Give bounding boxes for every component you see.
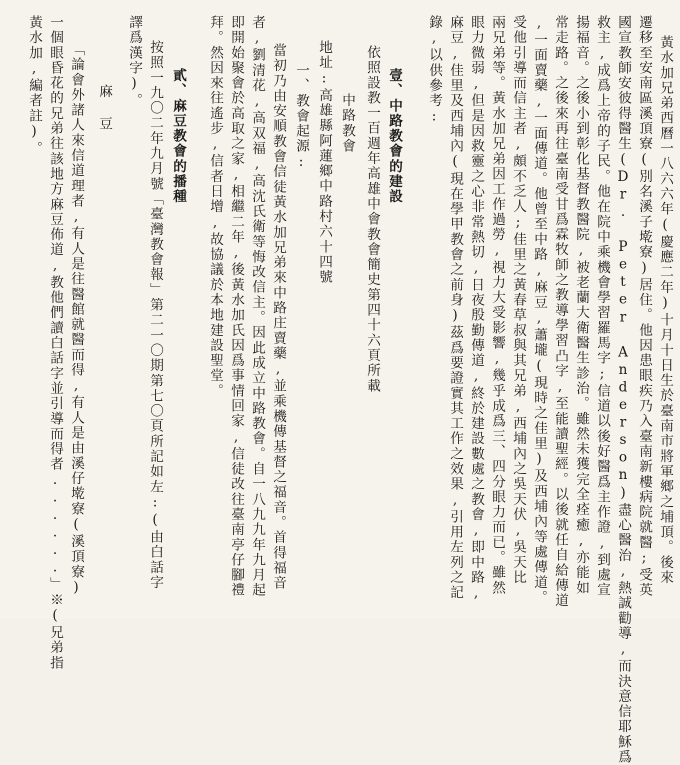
text-column: 救主,成爲上帝的子民。他在院中乘機會學習羅馬字;信道以後好醫爲主作證,到處宣 [594,15,610,598]
text-column: 依照設教一百週年高雄中會教會簡史第四十六頁所載 [364,45,380,394]
section-heading: 貳、麻豆教會的播種 [170,68,186,205]
text-column: 眼力微弱,但是因救靈之心非常熱切,日夜殷勤傳道,終於建設數處之教會,即中路, [468,15,484,603]
text-column: 麻 豆 [96,84,112,132]
text-column: 錄,以供參考: [426,15,442,126]
text-column: ,一面賣藥,一面傳道。他曾至中路,麻豆,蕭壠(現時之佳里)及西埔內等處傳道。 [531,15,547,606]
text-column: 即開始聚會於高取之家,相繼二年,後黃水加氏因爲事情回家,信徒改往臺南亭仔腳禮 [228,15,244,598]
text-column: 受他引導而信主者,頗不乏人;佳里之黃春草叔與其兄弟,西埔內之吳天伏,吳天比 [510,15,526,586]
text-column: 國宣教師安彼得醫生(Dr. Peter Anderson)盡心醫治,熱誠勸導,而決意信耶穌爲 [615,15,631,765]
text-column: 一、教會起源: [293,63,309,172]
text-column: 按照一九〇二年九月號「臺灣教會報」第二一〇期第七〇頁所記如左:(由白話字 [147,40,163,591]
text-column: 一個眼昏花的兄弟往該地方麻豆佈道,教他們讀白話字並引導而得者......」※(兄弟指 [47,15,63,671]
text-column: 拜。然因來往遙步,信者日增,故協議於本地建設聖堂。 [207,15,223,399]
section-heading: 壹、中路教會的建設 [386,68,402,205]
text-column: 常走路。之後來再往臺南受甘爲霖牧師之教導學習凸字,至能讀聖經。以後就任自給傳道 [552,15,568,609]
text-column: 中路教會 [339,93,355,154]
text-column: 譯爲漢字)。 [126,15,142,109]
text-column: 兩兄弟等。黃水加兄弟因工作過勞,視力大受影響,幾乎成爲三、四分眼力而已。雖然 [489,15,505,596]
text-column: 當初乃由安順教會信徒黃水加兄弟來中路庄賣藥,並乘機傳基督之福音。首得福音 [270,43,286,591]
text-column: 遷移至安南區溪頂寮(別名溪子墘寮)居住。他因患眼疾乃入臺南新樓病院就醫;受英 [636,15,652,598]
text-column: 揚福音。之後小到彰化基督教醫院,被老蘭大衛醫生診治。雖然未獲完全痊癒,亦能如 [573,15,589,596]
text-column: 地址:高雄縣阿蓮鄉中路村六十四號 [316,40,332,285]
text-column: 「論會外諸人來信道理者,有人是往醫館就醫而得,有人是由溪仔墘寮(溪頂寮) [68,42,84,597]
text-column: 者,劉清花,高双福,高沈氏衛等悔改信主。因此成立中路教會。自一八九九年九月起 [249,15,265,598]
text-column: 黃水加,編者註)。 [26,15,42,157]
text-column: 黃水加兄弟西曆一八六六年(慶應二年)十月十日生於臺南市將軍鄉之埔頂。後來 [657,35,673,586]
text-column: 麻豆,佳里及西埔內(現在學甲教會之前身)茲爲要證實其工作之效果,引用左列之記 [447,15,463,601]
